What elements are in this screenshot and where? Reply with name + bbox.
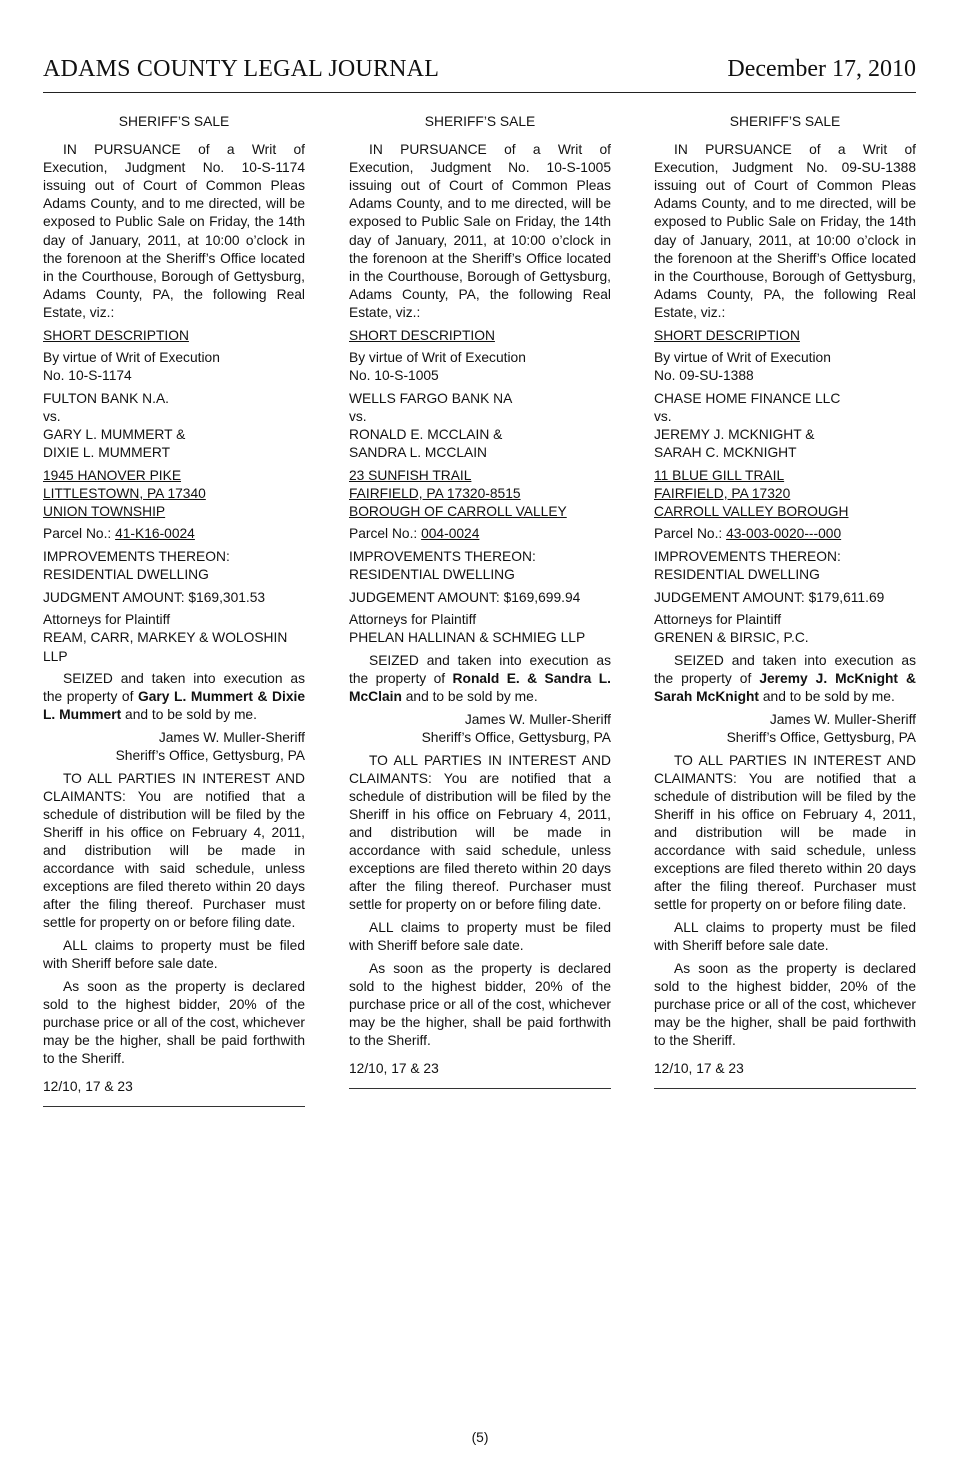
improvements-label: IMPROVEMENTS THEREON: [349,549,536,565]
judgment-amount: JUDGMENT AMOUNT: $169,301.53 [43,589,266,605]
writ-block [349,349,611,385]
attorneys-label: Attorneys for Plaintiff [654,612,782,628]
parcel-number: 004-0024 [421,526,480,542]
attorneys-block [349,611,611,647]
payment-notice: As soon as the property is declared sold to the highest bidder, 20% of the purchase price or all of the cost, whichever may be the higher, shall be paid forthwith to the Sheriff. [654,960,916,1048]
notice-heading: SHERIFF’S SALE [424,114,536,129]
notice-column-2 [349,113,611,1089]
notice-heading: SHERIFF’S SALE [118,114,230,129]
versus: vs. [654,408,672,424]
address-line-3: CARROLL VALLEY BOROUGH [654,503,849,519]
notice-intro: IN PURSUANCE of a Writ of Execution, Judgment No. 10-S-1005 issuing out of Court of Common Pleas Adams County, and to me directed, will be exposed to Public Sale on Friday, the 14th day of January, 2011, at 10:00 o’clock in the forenoon at the Sheriff’s Office located in the Courthouse, Borough of Gettysburg, Adams County, PA, the following Real Estate, viz.: [349,142,611,320]
page-number: (5) [471,1430,489,1445]
defendant-line-1: JEREMY J. MCKNIGHT & [654,427,815,442]
writ-number: No. 10-S-1174 [43,368,132,384]
claims-notice: ALL claims to property must be filed with Sheriff before sale date. [349,919,611,953]
writ-block [43,349,305,385]
judgment-amount: JUDGEMENT AMOUNT: $179,611.69 [654,589,885,605]
property-owner: Jeremy J. McKnight & Sarah McKnight [654,671,916,705]
payment-notice: As soon as the property is declared sold to the highest bidder, 20% of the purchase price or all of the cost, whichever may be the higher, shall be paid forthwith to the Sheriff. [43,978,305,1066]
defendant-line-2: DIXIE L. MUMMERT [43,445,170,461]
address-line-1: 23 SUNFISH TRAIL [349,467,472,483]
defendant-line-1: GARY L. MUMMERT & [43,427,186,442]
attorneys-label: Attorneys for Plaintiff [43,612,171,628]
address-line-3: BOROUGH OF CARROLL VALLEY [349,503,567,519]
parties-notice: TO ALL PARTIES IN INTEREST AND CLAIMANTS: You are notified that a schedule of distribution will be filed by the Sheriff in his office on February 4, 2011, and distribution will be made in accordance with said schedule, unless exceptions are filed thereto within 20 days after the filing thereof. Purchaser must settle for property on or before filing date. [349,752,611,913]
address-line-3: UNION TOWNSHIP [43,503,166,519]
writ-line: By virtue of Writ of Execution [349,350,526,366]
seized-text-end: and to be sold by me. [121,707,257,723]
column-end-rule [349,1088,611,1089]
notice-intro: IN PURSUANCE of a Writ of Execution, Judgment No. 10-S-1174 issuing out of Court of Common Pleas Adams County, and to me directed, will be exposed to Public Sale on Friday, the 14th day of January, 2011, at 10:00 o’clock in the forenoon at the Sheriff’s Office located in the Courthouse, Borough of Gettysburg, Adams County, PA, the following Real Estate, viz.: [43,142,305,320]
sheriff-office: Sheriff’s Office, Gettysburg, PA [115,748,305,763]
column-end-rule [43,1106,305,1107]
parcel-label: Parcel No.: [654,526,727,542]
writ-number: No. 09-SU-1388 [654,368,754,384]
property-address [349,467,611,521]
parties-block [43,390,305,462]
parcel-line [43,525,305,543]
notice-column-3 [654,113,916,1089]
judgment-amount: JUDGEMENT AMOUNT: $169,699.94 [349,589,581,605]
seized-text-end: and to be sold by me. [759,689,895,705]
plaintiff: FULTON BANK N.A. [43,390,169,406]
sheriff-signature [43,729,305,765]
sheriff-signature [654,711,916,747]
seized-text: SEIZED and taken into execution as the property of [349,653,611,687]
short-description-label: SHORT DESCRIPTION [349,327,495,343]
notice-column-1 [43,113,305,1107]
sheriff-name: James W. Muller-Sheriff [464,711,611,727]
parties-notice: TO ALL PARTIES IN INTEREST AND CLAIMANTS: You are notified that a schedule of distribution will be filed by the Sheriff in his office on February 4, 2011, and distribution will be made in accordance with said schedule, unless exceptions are filed thereto within 20 days after the filing thereof. Purchaser must settle for property on or before filing date. [654,752,916,913]
seized-statement [43,670,305,724]
column-end-rule [654,1088,916,1089]
short-description-label: SHORT DESCRIPTION [43,327,189,343]
improvements-label: IMPROVEMENTS THEREON: [654,549,841,565]
writ-line: By virtue of Writ of Execution [43,350,220,366]
address-line-1: 11 BLUE GILL TRAIL [654,467,785,483]
parcel-line [349,525,611,543]
seized-statement [654,652,916,706]
notice-intro: IN PURSUANCE of a Writ of Execution, Judgment No. 09-SU-1388 issuing out of Court of Common Pleas Adams County, and to me directed, will be exposed to Public Sale on Friday, the 14th day of January, 2011, at 10:00 o’clock in the forenoon at the Sheriff’s Office located in the Courthouse, Borough of Gettysburg, Adams County, PA, the following Real Estate, viz.: [654,142,916,320]
publication-dates: 12/10, 17 & 23 [349,1061,439,1076]
sheriff-signature [349,711,611,747]
claims-notice: ALL claims to property must be filed with Sheriff before sale date. [654,919,916,953]
improvements-value: RESIDENTIAL DWELLING [654,567,820,583]
journal-header [43,56,916,93]
attorneys-name: GRENEN & BIRSIC, P.C. [654,630,809,646]
sheriff-name: James W. Muller-Sheriff [769,711,916,727]
property-owner: Gary L. Mummert & Dixie L. Mummert [43,689,305,723]
improvements-block [43,548,305,584]
attorneys-block [654,611,916,647]
attorneys-label: Attorneys for Plaintiff [349,612,477,628]
defendant-line-2: SARAH C. MCKNIGHT [654,445,797,461]
seized-text: SEIZED and taken into execution as the property of [43,671,305,705]
versus: vs. [43,408,61,424]
plaintiff: WELLS FARGO BANK NA [349,390,513,406]
claims-notice: ALL claims to property must be filed with Sheriff before sale date. [43,937,305,972]
address-line-1: 1945 HANOVER PIKE [43,467,182,483]
notice-heading: SHERIFF’S SALE [729,114,841,129]
sheriff-office: Sheriff’s Office, Gettysburg, PA [421,729,611,745]
improvements-block [349,548,611,584]
parcel-label: Parcel No.: [349,526,422,542]
parcel-number: 43-003-0020---000 [726,526,842,542]
property-address [654,467,916,521]
attorneys-block [43,611,305,665]
publication-dates: 12/10, 17 & 23 [43,1079,133,1095]
address-line-2: FAIRFIELD, PA 17320 [654,485,791,501]
seized-text-end: and to be sold by me. [401,689,538,705]
parcel-number: 41-K16-0024 [115,526,195,542]
plaintiff: CHASE HOME FINANCE LLC [654,390,841,406]
attorneys-name: REAM, CARR, MARKEY & WOLOSHIN LLP [43,630,288,664]
seized-text: SEIZED and taken into execution as the property of [654,653,916,687]
property-address [43,467,305,521]
parcel-line [654,525,916,543]
improvements-block [654,548,916,584]
sheriff-name: James W. Muller-Sheriff [158,729,305,745]
payment-notice: As soon as the property is declared sold to the highest bidder, 20% of the purchase price or all of the cost, whichever may be the higher, shall be paid forthwith to the Sheriff. [349,960,611,1048]
versus: vs. [349,408,367,424]
seized-statement [349,652,611,706]
address-line-2: LITTLESTOWN, PA 17340 [43,485,206,501]
improvements-value: RESIDENTIAL DWELLING [349,567,515,583]
improvements-value: RESIDENTIAL DWELLING [43,567,209,583]
writ-line: By virtue of Writ of Execution [654,350,831,366]
parties-block [349,390,611,462]
defendant-line-1: RONALD E. MCCLAIN & [349,427,503,442]
writ-number: No. 10-S-1005 [349,368,439,384]
journal-title: ADAMS COUNTY LEGAL JOURNAL [43,56,440,82]
issue-date: December 17, 2010 [727,56,916,82]
property-owner: Ronald E. & Sandra L. McClain [349,671,611,705]
sheriff-office: Sheriff’s Office, Gettysburg, PA [726,729,916,745]
parties-block [654,390,916,462]
defendant-line-2: SANDRA L. MCCLAIN [349,445,488,461]
parties-notice: TO ALL PARTIES IN INTEREST AND CLAIMANTS: You are notified that a schedule of distribution will be filed by the Sheriff in his office on February 4, 2011, and distribution will be made in accordance with said schedule, unless exceptions are filed thereto within 20 days after the filing thereof. Purchaser must settle for property on or before filing date. [43,770,305,931]
publication-dates: 12/10, 17 & 23 [654,1061,744,1076]
writ-block [654,349,916,385]
attorneys-name: PHELAN HALLINAN & SCHMIEG LLP [349,630,586,646]
improvements-label: IMPROVEMENTS THEREON: [43,549,230,565]
address-line-2: FAIRFIELD, PA 17320-8515 [349,485,521,501]
parcel-label: Parcel No.: [43,526,116,542]
short-description-label: SHORT DESCRIPTION [654,327,800,343]
